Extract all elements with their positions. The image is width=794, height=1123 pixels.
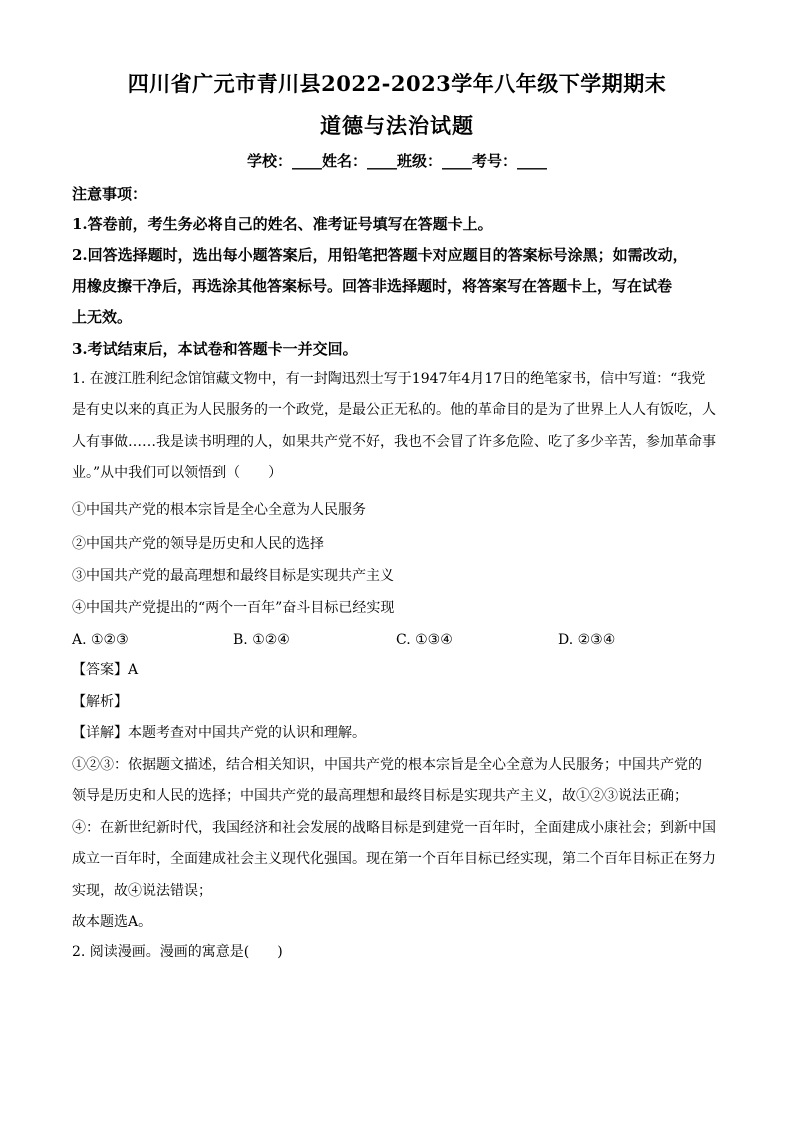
q1-stem-line-4: 业。”从中我们可以领悟到（ ） bbox=[72, 465, 283, 481]
notes-heading: 注意事项： bbox=[72, 185, 148, 203]
q1-explanation-2-line-1: ④：在新世纪新时代，我国经济和社会发展的战略目标是到建党一百年时，全面建成小康社会；到新中国 bbox=[72, 820, 716, 836]
q1-item-4: ④中国共产党提出的“两个一百年”奋斗目标已经实现 bbox=[72, 600, 395, 616]
q1-explanation-2-line-2: 成立一百年时，全面建成社会主义现代化强国。现在第一个百年目标已经实现，第二个百年目标正在努力 bbox=[72, 851, 716, 867]
q1-option-c: C. ①③④ bbox=[396, 632, 453, 648]
q1-option-b: B. ①②④ bbox=[233, 632, 290, 648]
q1-answer: 【答案】A bbox=[72, 662, 139, 678]
exam-title: 四川省广元市青川县2022-2023学年八年级下学期期末 bbox=[127, 71, 667, 96]
student-info-line: 学校：____姓名：____班级：____考号：____ bbox=[246, 152, 547, 170]
exam-subject: 道德与法治试题 bbox=[320, 113, 474, 138]
note-3: 3.考试结束后，本试卷和答题卡一并交回。 bbox=[72, 340, 358, 358]
q1-item-3: ③中国共产党的最高理想和最终目标是实现共产主义 bbox=[72, 568, 394, 584]
q1-option-d: D. ②③④ bbox=[558, 632, 616, 648]
q2-stem: 2. 阅读漫画。漫画的寓意是( ) bbox=[72, 944, 283, 960]
q1-explanation-1-line-1: ①②③：依据题文描述，结合相关知识，中国共产党的根本宗旨是全心全意为人民服务；中国共产党的 bbox=[72, 757, 702, 773]
q1-item-1: ①中国共产党的根本宗旨是全心全意为人民服务 bbox=[72, 502, 366, 518]
q1-explanation-1-line-2: 领导是历史和人民的选择；中国共产党的最高理想和最终目标是实现共产主义，故①②③说法正确； bbox=[72, 788, 688, 804]
note-2-line-3: 上无效。 bbox=[72, 308, 133, 326]
q1-stem-line-1: 1. 在渡江胜利纪念馆馆藏文物中，有一封陶迅烈士写于1947年4月17日的绝笔家书，信中写道：“我党 bbox=[72, 371, 706, 387]
q1-explanation-2-line-3: 实现，故④说法错误； bbox=[72, 883, 212, 899]
q1-conclusion: 故本题选A。 bbox=[72, 914, 153, 930]
note-2-line-2: 用橡皮擦干净后，再选涂其他答案标号。回答非选择题时，将答案写在答题卡上，写在试卷 bbox=[72, 277, 673, 295]
note-1: 1.答卷前，考生务必将自己的姓名、准考证号填写在答题卡上。 bbox=[72, 215, 493, 233]
q1-option-a: A. ①②③ bbox=[72, 632, 129, 648]
q1-detail: 【详解】本题考查对中国共产党的认识和理解。 bbox=[72, 725, 366, 741]
note-2-line-1: 2.回答选择题时，选出每小题答案后，用铅笔把答题卡对应题目的答案标号涂黑；如需改动， bbox=[72, 246, 688, 264]
q1-item-2: ②中国共产党的领导是历史和人民的选择 bbox=[72, 536, 324, 552]
q1-stem-line-3: 人有事做……我是读书明理的人，如果共产党不好，我也不会冒了许多危险、吃了多少辛苦，参加革命事 bbox=[72, 434, 716, 450]
q1-analysis-label: 【解析】 bbox=[72, 694, 128, 710]
q1-stem-line-2: 是有史以来的真正为人民服务的一个政党，是最公正无私的。他的革命目的是为了世界上人人有饭吃，人 bbox=[72, 402, 716, 418]
